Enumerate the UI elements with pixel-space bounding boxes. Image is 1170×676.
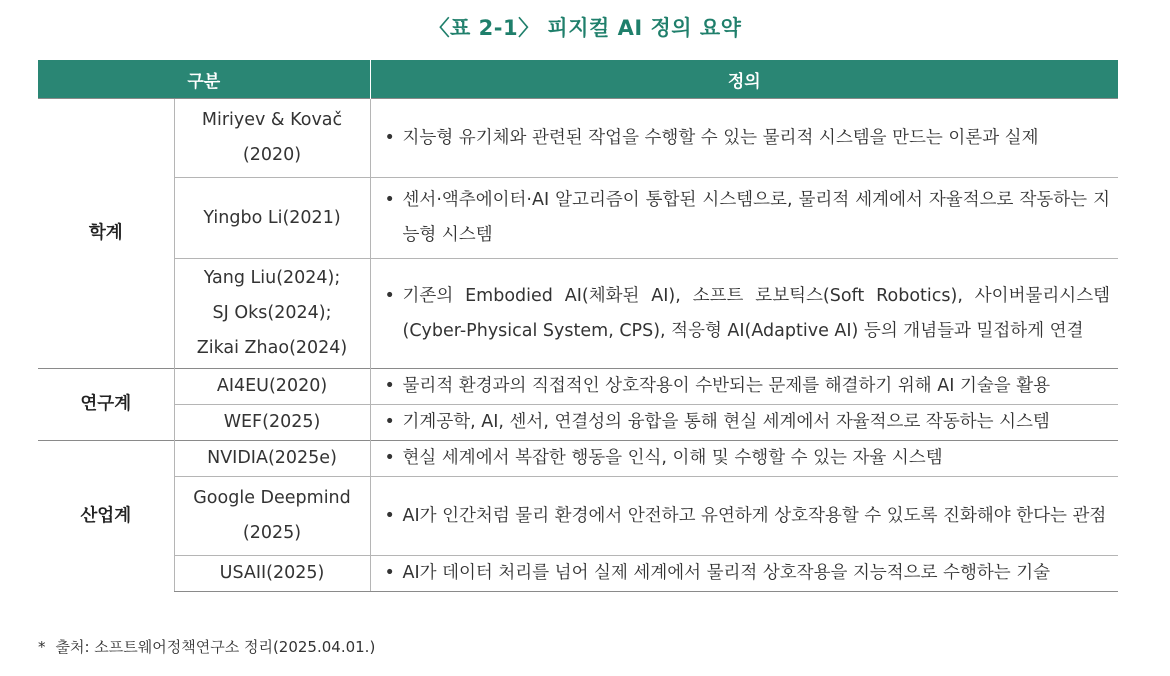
definition-cell [370,259,1118,369]
definition-text: 지능형 유기체와 관련된 작업을 수행할 수 있는 물리적 시스템을 만드는 이론과 실제 [402,127,1039,148]
source-cell [174,477,370,556]
header-definition: 정의 [370,60,1118,99]
definition-cell [370,178,1118,259]
bullet-icon: • [384,285,395,306]
definition-cell [370,556,1118,592]
bullet-icon: • [384,412,395,432]
table-row [38,441,1118,477]
source-cell: WEF(2025) [174,405,370,441]
source-line: Zikai Zhao(2024) [196,338,348,358]
table-caption: 〈표 2-1〉 피지컬 AI 정의 요약 [428,16,742,40]
source-cell: NVIDIA(2025e) [174,441,370,477]
category-industry: 산업계 [38,441,174,592]
table-row [38,99,1118,178]
table-row [38,369,1118,405]
source-line: Google Deepmind [193,488,351,508]
definition-text: AI가 데이터 처리를 넘어 실제 세계에서 물리적 상호작용을 지능적으로 수행하는 기술 [402,563,1051,583]
definition-text: 센서·액추에이터·AI 알고리즘이 통합된 시스템으로, 물리적 세계에서 자율적으로 작동하는 지능형 시스템 [402,190,1111,245]
definition-text: 현실 세계에서 복잡한 행동을 인식, 이해 및 수행할 수 있는 자율 시스템 [402,448,943,468]
footnote-text: 출처: 소프트웨어정책연구소 정리(2025.04.01.) [55,638,376,656]
table-header-row [38,60,1118,99]
table-row [38,178,1118,259]
definition-cell [370,441,1118,477]
table-row [38,405,1118,441]
bullet-icon: • [384,563,395,583]
source-line: (2025) [242,523,302,543]
bullet-icon: • [384,505,395,526]
source-line: SJ Oks(2024); [212,303,332,323]
definition-cell [370,99,1118,178]
header-category: 구분 [38,60,370,99]
source-line: (2020) [242,145,302,165]
category-academia: 학계 [38,99,174,369]
source-line: Yang Liu(2024); [203,268,341,288]
definition-cell [370,477,1118,556]
definition-text: 물리적 환경과의 직접적인 상호작용이 수반되는 문제를 해결하기 위해 AI 기술을 활용 [402,376,1051,396]
footnote-marker: * [38,638,46,656]
source-cell [174,259,370,369]
source-footnote [38,636,375,657]
source-cell: USAII(2025) [174,556,370,592]
bullet-icon: • [384,448,395,468]
definition-summary-table [38,60,1118,592]
definition-text: 기존의 Embodied AI(체화된 AI), 소프트 로보틱스(Soft Robotics), 사이버물리시스템(Cyber-Physical System, CPS), 적응형 AI(Adaptive AI) 등의 개념들과 밀접하게 연결 [402,285,1111,341]
bullet-icon: • [384,127,395,148]
definition-text: AI가 인간처럼 물리 환경에서 안전하고 유연하게 상호작용할 수 있도록 진화해야 한다는 관점 [402,505,1107,526]
source-cell [174,99,370,178]
source-cell: AI4EU(2020) [174,369,370,405]
table-row [38,477,1118,556]
category-research: 연구계 [38,369,174,441]
bullet-icon: • [384,376,395,396]
definition-text: 기계공학, AI, 센서, 연결성의 융합을 통해 현실 세계에서 자율적으로 작동하는 시스템 [402,412,1050,432]
table-row [38,259,1118,369]
bullet-icon: • [384,190,395,210]
source-line: Miriyev & Kovač [201,110,343,130]
definition-cell [370,405,1118,441]
source-cell: Yingbo Li(2021) [174,178,370,259]
definition-cell [370,369,1118,405]
table-row [38,556,1118,592]
